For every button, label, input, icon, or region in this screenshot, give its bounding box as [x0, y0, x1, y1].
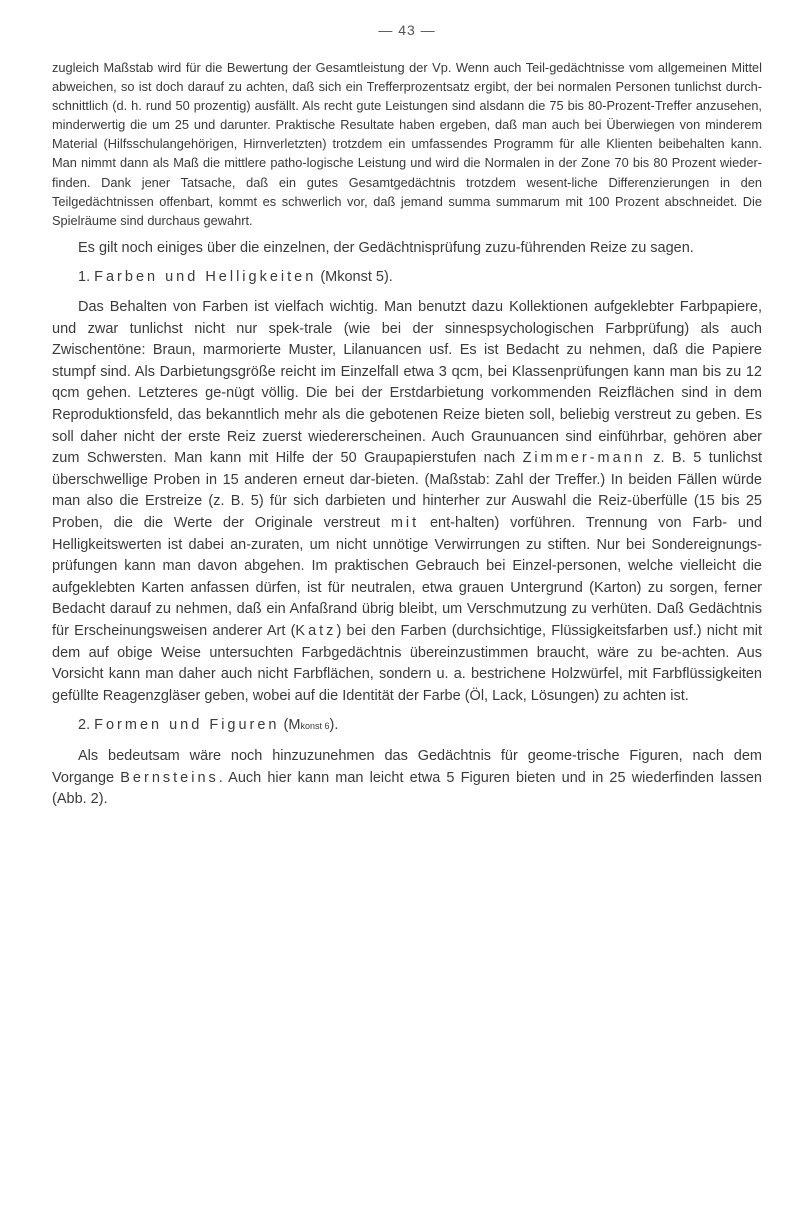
author-name-katz: Katz [295, 622, 337, 639]
paragraph-3-part-a: Das Behalten von Farben ist vielfach wichtig. Man benutzt dazu Kollektionen aufgeklebter Farbpapiere, und zwar tunlichst nicht nur spek-trale (wie bei der sinnespsychologischen Farbprüfung) als auch Zwischentöne: Braun, marmorierte Muster, Lilanuancen usf. Es ist Bedacht zu nehmen, daß die Papiere stumpf sind. Als Darbietungsgröße reicht im Einzelfall etwa 3 qcm, bei Klassenprüfungen kann man bis zu 12 qcm gehen. Letzteres ge-nügt völlig. Die bei der Erstdarbietung vorkommenden Reizflächen sind in dem Reproduktionsfeld, das bekanntlich mehr als die gebotenen Reize bieten soll, beliebig verstreut zu geben. Es soll daher nicht der erste Reiz zuerst wiedererscheinen. Auch Graunuancen sind einführbar, gehören aber zum Schwersten. Man kann mit Hilfe der 50 Graupapierstufen nach [52, 299, 762, 467]
page-number: — 43 — [378, 22, 436, 38]
section-ref-1: (Mkonst 5). [320, 269, 393, 286]
paragraph-3 [52, 297, 762, 707]
section-title-1: Farben und Helligkeiten [94, 269, 317, 286]
section-ref-2-prefix: (M [283, 717, 301, 734]
emphasis-mit: mit [390, 514, 420, 531]
section-heading-2 [78, 715, 762, 738]
paragraph-4-part-a: Als bedeutsam wäre noch hinzuzunehmen das Gedächtnis für geome-trische Figuren, nach dem Vorgange [52, 747, 762, 786]
section-number-2: 2. [78, 717, 91, 734]
section-heading-1 [78, 267, 762, 289]
paragraph-4-part-b: . Auch hier kann man leicht etwa 5 Figuren bieten und in 25 wiederfinden lassen (Abb. 2). [52, 769, 762, 808]
section-ref-2-sup: konst 6 [300, 721, 330, 732]
paragraph-3-part-c: ent-halten) vorführen. Trennung von Farb- und Helligkeitswerten ist dabei an-zuraten, um nicht unnötige Verwirrungen zu stiften. Nur bei Sondereignungs-prüfungen kann man davon abgehen. Im praktischen Gebrauch bei Einzel-personen, welche vielleicht die aufgeklebten Karten anfassen dürfen, ist für neutralen, etwa grauen Untergrund (Karton) zu sorgen, ferner Bedacht darauf zu nehmen, daß ein Anfaßrand übrig bleibt, um Verschmutzung zu verhüten. Daß Gedächtnis für Erscheinungsweisen anderer Art ( [52, 514, 763, 639]
section-number-1: 1. [78, 269, 91, 286]
author-name-zimmermann: Zimmer-mann [522, 450, 646, 467]
page [52, 22, 762, 811]
paragraph-1: zugleich Maßstab wird für die Bewertung der Gesamtleistung der Vp. Wenn auch Teil-gedächtnisse vom allgemeinen Mittel abweichen, so ist doch darauf zu achten, daß sich ein Trefferprozentsatz ergibt, der bei normalen Personen tunlichst durch-schnittlich (d. h. rund 50 prozentig) ausfällt. Als recht gute Leistungen sind alsdann die 75 bis 80-Prozent-Treffer anzusehen, minderwertig die um 25 und darunter. Praktische Resultate haben ergeben, daß man auch bei Überwiegen von minderem Material (Hilfsschulangehörigen, Hirnverletzten) trotzdem ein umfassendes Programm für alle Klienten beibehalten kann. Man nimmt dann als Maß die mittlere patho-logische Leistung und wird die Normalen in der Zone 70 bis 80 Prozent wieder-finden. Dank jener Tatsache, daß ein gutes Gesamtgedächtnis trotzdem wesent-liche Differenzierungen in den Teilgedächtnissen offenbart, kommt es schwerlich vor, daß jemand summa summarum mit 100 Prozent abschneidet. Die Spielräume sind durchaus gewahrt. [52, 60, 762, 228]
paragraph-3-part-d: ) bei den Farben (durchsichtige, Flüssigkeitsfarben usf.) nicht mit dem auf obige Weise untersuchten Farbgedächtnis übereinzustimmen braucht, wäre zu be-achten. Aus Vorsicht kann man daher auch nicht Farbflächen, sondern u. a. bestrichene Holzwürfel, mit Farbflüssigkeiten gefüllte Reagenzgläser geben, wobei auf die Identität der Farbe (Öl, Lack, Lösungen) zu achten ist. [52, 622, 762, 704]
section-title-2: Formen und Figuren [94, 717, 280, 734]
section-ref-2-suffix: ). [329, 717, 339, 734]
paragraph-3-part-b: z. B. 5 tunlichst überschwellige Proben in 15 anderen erneut dar-bieten. (Maßstab: Zahl der Treffer.) In beiden Fällen würde man also die Erstreize (z. B. 5) für sich darbieten und hinterher zur Auswahl die Reiz-überfülle (15 bis 25 Proben, die die Werte der Originale verstreut [52, 450, 762, 531]
paragraph-2: Es gilt noch einiges über die einzelnen, der Gedächtnisprüfung zuzu-führenden Reize zu sagen. [78, 239, 694, 256]
author-name-bernstein: Bernsteins [120, 769, 219, 786]
paragraph-4 [52, 746, 762, 811]
section-ref-2 [284, 717, 339, 733]
